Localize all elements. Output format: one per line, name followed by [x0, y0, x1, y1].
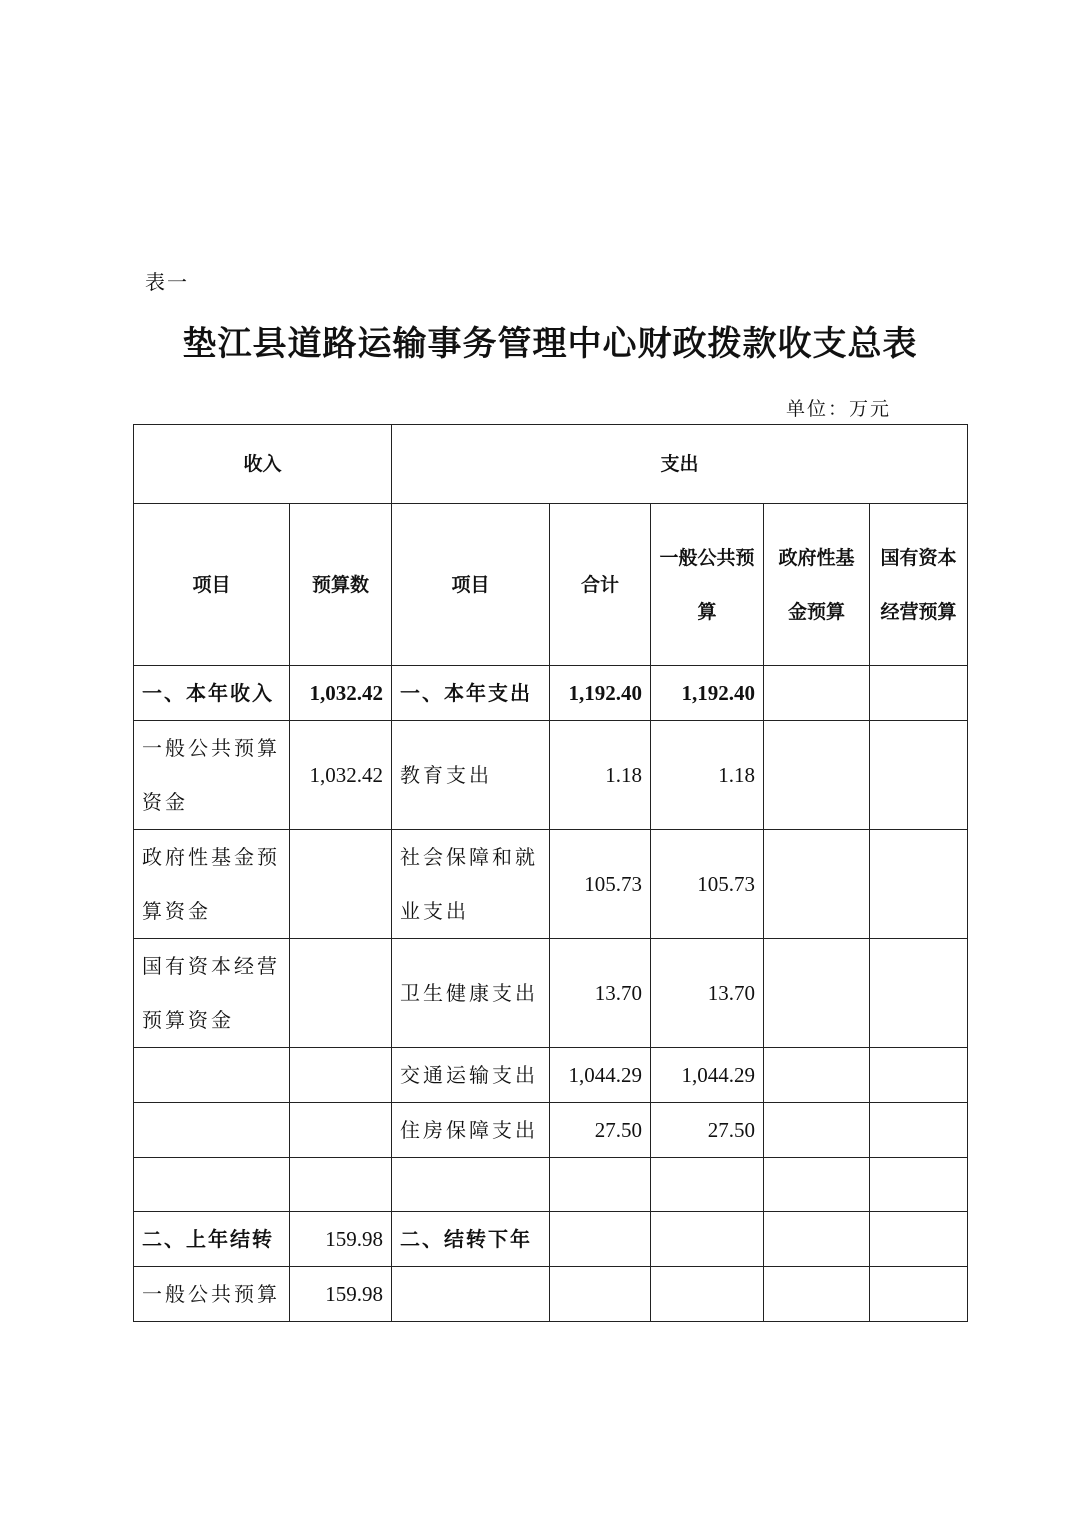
income-value — [290, 830, 392, 939]
total-value: 1,044.29 — [550, 1048, 651, 1103]
total-value — [550, 1212, 651, 1267]
income-item: 一般公共预算 — [134, 1267, 290, 1322]
general-value: 13.70 — [651, 939, 764, 1048]
income-value — [290, 1158, 392, 1212]
general-value: 1,044.29 — [651, 1048, 764, 1103]
state-value — [870, 666, 968, 721]
expense-item-header: 项目 — [392, 504, 550, 666]
general-value: 27.50 — [651, 1103, 764, 1158]
income-header: 收入 — [134, 425, 392, 504]
fund-value — [764, 1103, 870, 1158]
total-header: 合计 — [550, 504, 651, 666]
state-value — [870, 1212, 968, 1267]
table-row — [134, 666, 968, 721]
income-item-header: 项目 — [134, 504, 290, 666]
expense-header: 支出 — [392, 425, 968, 504]
table-row — [134, 830, 968, 939]
general-budget-header: 一般公共预算 — [651, 504, 764, 666]
general-value: 1,192.40 — [651, 666, 764, 721]
income-item: 一、本年收入 — [134, 666, 290, 721]
expense-item: 交通运输支出 — [392, 1048, 550, 1103]
expense-item: 二、结转下年 — [392, 1212, 550, 1267]
table-row — [134, 939, 968, 1048]
fund-value — [764, 1158, 870, 1212]
income-item — [134, 1158, 290, 1212]
table-row — [134, 1048, 968, 1103]
expense-item: 教育支出 — [392, 721, 550, 830]
income-value — [290, 1103, 392, 1158]
fund-value — [764, 721, 870, 830]
general-value — [651, 1158, 764, 1212]
state-value — [870, 1103, 968, 1158]
fund-value — [764, 1212, 870, 1267]
general-value — [651, 1267, 764, 1322]
income-item: 政府性基金预算资金 — [134, 830, 290, 939]
income-item: 一般公共预算资金 — [134, 721, 290, 830]
expense-item: 社会保障和就业支出 — [392, 830, 550, 939]
state-value — [870, 1158, 968, 1212]
total-value: 105.73 — [550, 830, 651, 939]
fund-value — [764, 666, 870, 721]
income-value: 1,032.42 — [290, 666, 392, 721]
income-budget-header: 预算数 — [290, 504, 392, 666]
state-capital-header: 国有资本经营预算 — [870, 504, 968, 666]
income-value: 159.98 — [290, 1267, 392, 1322]
expense-item — [392, 1267, 550, 1322]
total-value: 13.70 — [550, 939, 651, 1048]
income-value: 1,032.42 — [290, 721, 392, 830]
table-row — [134, 721, 968, 830]
budget-table — [133, 424, 968, 1322]
fund-value — [764, 830, 870, 939]
income-value: 159.98 — [290, 1212, 392, 1267]
state-value — [870, 721, 968, 830]
total-value: 1.18 — [550, 721, 651, 830]
fund-budget-header: 政府性基金预算 — [764, 504, 870, 666]
state-value — [870, 830, 968, 939]
income-item: 二、上年结转 — [134, 1212, 290, 1267]
income-item — [134, 1048, 290, 1103]
fund-value — [764, 939, 870, 1048]
general-value: 1.18 — [651, 721, 764, 830]
general-value — [651, 1212, 764, 1267]
income-item: 国有资本经营预算资金 — [134, 939, 290, 1048]
expense-item — [392, 1158, 550, 1212]
expense-item: 一、本年支出 — [392, 666, 550, 721]
state-value — [870, 1048, 968, 1103]
fund-value — [764, 1048, 870, 1103]
page-title: 垫江县道路运输事务管理中心财政拨款收支总表 — [182, 324, 918, 364]
state-value — [870, 1267, 968, 1322]
income-value — [290, 939, 392, 1048]
table-label: 表一 — [145, 270, 189, 294]
expense-item: 住房保障支出 — [392, 1103, 550, 1158]
table-row — [134, 1267, 968, 1322]
state-value — [870, 939, 968, 1048]
total-value: 1,192.40 — [550, 666, 651, 721]
income-value — [290, 1048, 392, 1103]
general-value: 105.73 — [651, 830, 764, 939]
unit-label: 单位：万元 — [786, 398, 892, 420]
table-row — [134, 1103, 968, 1158]
total-value: 27.50 — [550, 1103, 651, 1158]
fund-value — [764, 1267, 870, 1322]
header-row-2 — [134, 504, 968, 666]
header-row-1 — [134, 425, 968, 504]
table-row — [134, 1158, 968, 1212]
income-item — [134, 1103, 290, 1158]
table-row — [134, 1212, 968, 1267]
expense-item: 卫生健康支出 — [392, 939, 550, 1048]
total-value — [550, 1158, 651, 1212]
total-value — [550, 1267, 651, 1322]
